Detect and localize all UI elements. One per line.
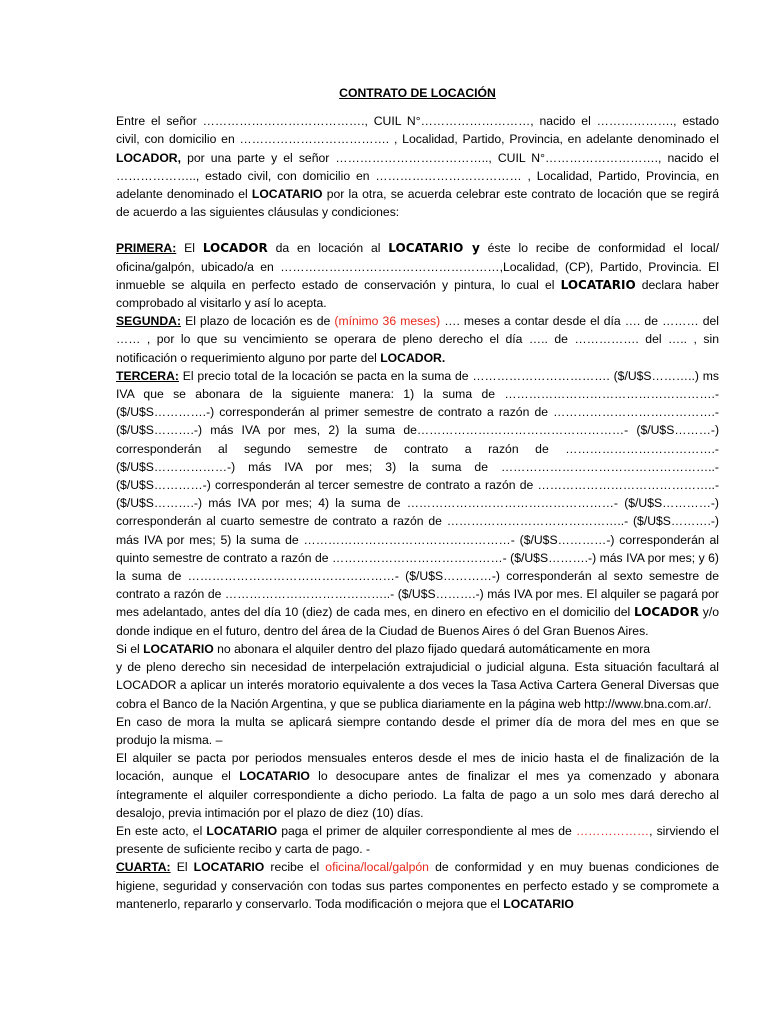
- clause-primera: [116, 239, 719, 312]
- primera-locador: LOCADOR: [202, 241, 268, 256]
- spacer: [116, 221, 719, 239]
- cuarta-property-type: oficina/local/galpón: [325, 860, 429, 875]
- cuarta-label: CUARTA:: [116, 860, 171, 875]
- acto-text-3: , sirviendo el presente de suficiente recibo y carta de pago. -: [116, 823, 719, 857]
- clause-cuarta: [116, 858, 719, 913]
- cuarta-text-1: El: [170, 860, 194, 875]
- intro-paragraph: [116, 112, 719, 221]
- intro-text-1: Entre el señor …………………………………., CUIL N°………………………, nacido el ………………., estado civil, con domicilio en ………………………………. , Localidad, Partido, Provincia, en adelante denominado el: [116, 114, 719, 147]
- tercera-label: TERCERA:: [116, 368, 179, 383]
- segunda-text-1: El plazo de locación es de: [181, 314, 335, 329]
- acto-locatario: LOCATARIO: [206, 823, 278, 838]
- periodos-paragraph: [116, 749, 719, 822]
- clause-segunda: [116, 312, 719, 367]
- mora-paragraph-1: [116, 640, 719, 658]
- multa-paragraph: En caso de mora la multa se aplicará siempre contando desde el primer día de mora del mes en que se produjo la misma. –: [116, 714, 719, 747]
- cuarta-text-3: de conformidad y en muy buenas condiciones de higiene, seguridad y conservación con todas sus partes componentes en perfecto estado y se compromete a mantenerlo, repararlo y conservarlo. Toda modificación o mejora que el: [116, 860, 720, 911]
- segunda-locador: LOCADOR.: [380, 350, 446, 365]
- primera-locatario: LOCATARIO y: [388, 241, 480, 256]
- mora-locatario: LOCATARIO: [143, 641, 214, 656]
- acto-text-2: paga el primer de alquiler correspondiente al mes de: [277, 823, 576, 838]
- periodos-text-1: El alquiler se pacta por periodos mensuales enteros desde el mes de inicio hasta el de finalización de la locación, aunque el: [116, 751, 719, 784]
- mora-text-2: no abonara el alquiler dentro del plazo fijado quedará automáticamente en mora: [213, 641, 651, 656]
- acto-month-blank: ………………: [575, 823, 650, 838]
- tercera-locador: LOCADOR: [634, 605, 699, 620]
- primera-text-2: da en locación al: [267, 241, 389, 256]
- primera-text-3: éste lo recibe de conformidad el local/ oficina/galpón, ubicado/a en ………………………………………………,Localidad, (CP), Partido, Provincia. El inmueble se alquila en perfecto estado de conservación y pintura, lo cual el: [116, 241, 720, 292]
- acto-text-1: En este acto, el: [116, 823, 207, 838]
- mora-text-1: Si el: [116, 641, 144, 656]
- tercera-text: El precio total de la locación se pacta en la suma de ……………………………. ($/U$S………..) ms IVA que se abonara de la siguiente manera: 1) la suma de …………………………………………….- ($/U$S………….-) corresponderán al primer semestre de contrato a razón de ………………………………….- ($/U$S……….-) más IVA por mes, 2) la suma de……………………………………………- ($/U$S………-) corresponderán al segundo semestre de contrato a razón de ……………………………….- ($/U$S………………-) más IVA por mes; 3) la suma de ……………………………………………..- ($/U$S…………-) corresponderán al tercer semestre de contrato a razón de ……………………………………..- ($/U$S……….-) más IVA por mes; 4) la suma de ……………………………………………- ($/U$S…………-) corresponderán al cuarto semestre de contrato a razón de ……………………………………..- ($/U$S……….-) más IVA por mes; 5) la suma de ……………………………………………- ($/U$S…………-) corresponderán al quinto semestre de contrato a razón de ……………………………………- ($/U$S……….-) más IVA por mes; y 6) la suma de ……………………………………………- ($/U$S…………-) corresponderán al sexto semestre de contrato a razón de …………………………………..- ($/U$S……….-) más IVA por mes. El alquiler se pagará por mes adelantado, antes del día 10 (diez) de cada mes, en dinero en efectivo en el domicilio del: [116, 368, 719, 620]
- primera-text-4: declara haber comprobado al visitarlo y así lo acepta.: [116, 277, 720, 311]
- segunda-minimum-term: (mínimo 36 meses): [334, 314, 441, 329]
- clause-tercera: [116, 367, 719, 640]
- contract-title: CONTRATO DE LOCACIÓN: [339, 86, 496, 100]
- periodos-locatario: LOCATARIO: [239, 769, 310, 784]
- acto-paragraph: [116, 822, 719, 858]
- primera-label: PRIMERA:: [116, 241, 177, 256]
- contract-page: [116, 84, 719, 913]
- mora-paragraph-2: y de pleno derecho sin necesidad de interpelación extrajudicial o judicial alguna. Esta situación facultará al LOCADOR a aplicar un interés moratorio equivalente a dos veces la Tasa Activa Cartera General Diversas que cobra el Banco de la Nación Argentina, y que se publica diariamente en la página web http://www.bna.com.ar/.: [116, 660, 719, 711]
- cuarta-text-2: recibe el: [264, 860, 326, 875]
- intro-text-2: por una parte y el señor ……………………………….., CUIL N°………………………., nacido el ……………….., estado civil, con domicilio en ……………………………… , Localidad, Partido, Provincia, en adelante denominado el: [116, 150, 719, 202]
- tercera-text-2: y/o donde indique en el futuro, dentro del área de la Ciudad de Buenos Aires ó del Gran Buenos Aires.: [116, 605, 719, 638]
- intro-locador: LOCADOR,: [116, 150, 181, 165]
- intro-text-3: por la otra, se acuerda celebrar este contrato de locación que se regirá de acuerdo a las siguientes cláusulas y condiciones:: [116, 187, 719, 220]
- segunda-label: SEGUNDA:: [116, 314, 182, 329]
- segunda-text-2: …. meses a contar desde el día …. de ……… del …… , por lo que su vencimiento se operara de pleno derecho el día ….. de ……………. del ….. , sin notificación o requerimiento alguno por parte del: [116, 314, 720, 365]
- cuarta-locatario: LOCATARIO: [193, 860, 265, 875]
- periodos-text-2: lo desocupare antes de finalizar el mes ya comenzado y abonara íntegramente el alquiler correspondiente a dicho periodo. La falta de pago a un solo mes dará derecho al desalojo, previa intimación por el plazo de diez (10) días.: [116, 769, 719, 820]
- primera-locatario-2: LOCATARIO: [560, 277, 636, 292]
- intro-locatario: LOCATARIO: [251, 187, 323, 202]
- cuarta-locatario-2: LOCATARIO: [503, 896, 574, 911]
- primera-text-1: El: [176, 241, 203, 256]
